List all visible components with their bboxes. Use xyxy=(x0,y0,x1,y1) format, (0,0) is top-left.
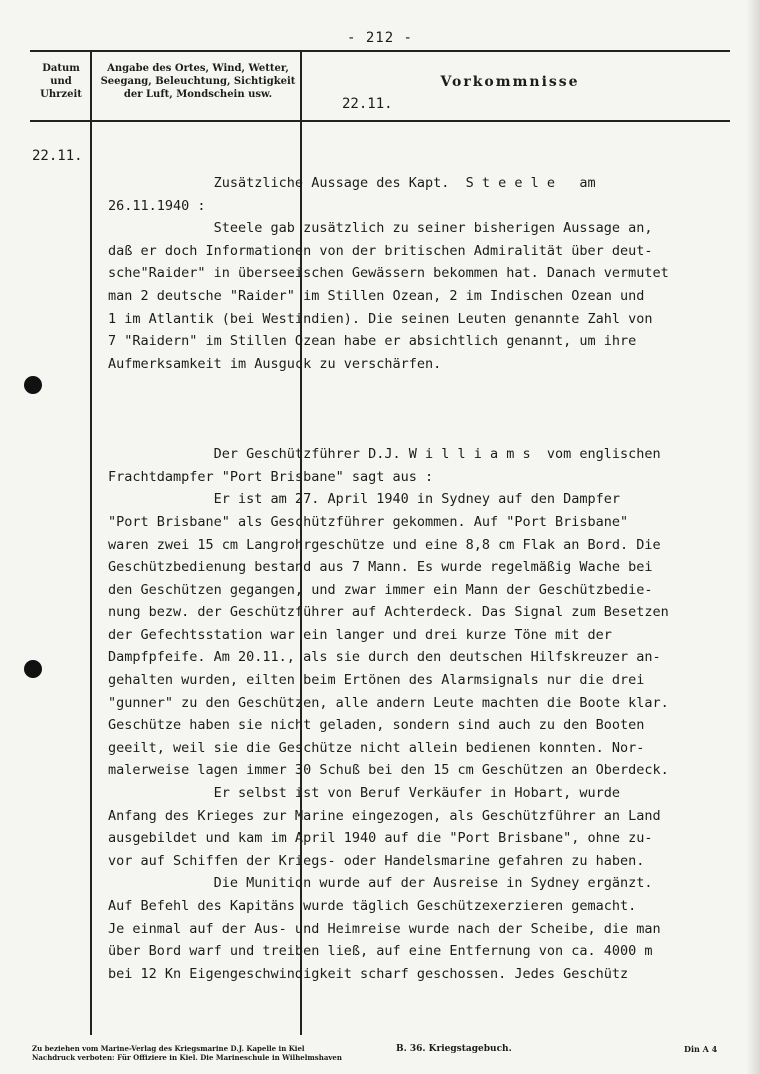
text-line: den Geschützen gegangen, und zwar immer ein Mann der Geschützbedie- xyxy=(108,581,653,598)
text-line: "gunner" zu den Geschützen, alle andern Leute machten die Boote klar. xyxy=(108,694,669,711)
footer-imprint xyxy=(32,1044,372,1062)
text-line xyxy=(108,375,748,398)
header-date-line: und xyxy=(50,76,72,87)
header-date-column xyxy=(32,62,90,101)
text-line xyxy=(108,421,748,444)
text-line: nung bezw. der Geschützführer auf Achterdeck. Das Signal zum Besetzen xyxy=(108,604,669,621)
header-place-column xyxy=(96,62,300,101)
text-line: Frachtdampfer "Port Brisbane" sagt aus : xyxy=(108,468,434,485)
margin-date: 22.11. xyxy=(32,148,83,164)
text-line: geeilt, weil sie die Geschütze nicht allein bedienen konnten. Nor- xyxy=(108,739,645,756)
text-line: "Port Brisbane" als Geschützführer gekommen. Auf "Port Brisbane" xyxy=(108,513,629,530)
page-number: - 212 - xyxy=(346,30,413,46)
text-line: über Bord warf und treiben ließ, auf eine Entfernung von ca. 4000 m xyxy=(108,943,653,960)
log-entry-text xyxy=(108,172,748,985)
header-events-column: Vorkommnisse xyxy=(440,74,580,90)
text-line: malerweise lagen immer 30 Schuß bei den 15 cm Geschützen an Oberdeck. xyxy=(108,762,669,779)
text-line: Die Munition wurde auf der Ausreise in Sydney ergänzt. xyxy=(108,875,653,892)
text-line: Geschütze haben sie nicht geladen, sondern sind auch zu den Booten xyxy=(108,717,645,734)
text-line: sche"Raider" in überseeischen Gewässern bekommen hat. Danach vermutet xyxy=(108,265,669,282)
column-divider-date xyxy=(90,50,92,1035)
footer-imprint-line: Nachdruck verboten: Für Offiziere in Kiel. Die Marineschule in Wilhelmshaven xyxy=(32,1053,342,1062)
text-line: Er ist am 27. April 1940 in Sydney auf den Dampfer xyxy=(108,491,621,508)
header-place-line: Seegang, Beleuchtung, Sichtigkeit xyxy=(100,76,296,87)
text-line: Zusätzliche Aussage des Kapt. S t e e l e am xyxy=(108,175,596,191)
punch-hole xyxy=(24,376,42,394)
text-line: gehalten wurden, eilten beim Ertönen des Alarmsignals nur die drei xyxy=(108,672,645,689)
text-line: bei 12 Kn Eigengeschwindigkeit scharf geschossen. Jedes Geschütz xyxy=(108,965,629,982)
text-line: der Gefechtsstation war ein langer und drei kurze Töne mit der xyxy=(108,626,612,643)
text-line: Anfang des Krieges zur Marine eingezogen, als Geschützführer an Land xyxy=(108,807,661,824)
text-line: Geschützbedienung bestand aus 7 Mann. Es wurde regelmäßig Wache bei xyxy=(108,559,653,576)
text-line: ausgebildet und kam im April 1940 auf die "Port Brisbane", ohne zu- xyxy=(108,830,653,847)
text-line: Steele gab zusätzlich zu seiner bisherigen Aussage an, xyxy=(108,220,653,237)
text-line: man 2 deutsche "Raider" im Stillen Ozean, 2 im Indischen Ozean und xyxy=(108,287,645,304)
footer-imprint-line: Zu beziehen vom Marine-Verlag des Kriegsmarine D.J. Kapelle in Kiel xyxy=(32,1044,305,1053)
text-line: 26.11.1940 : xyxy=(108,197,206,214)
header-date-line: Datum xyxy=(42,63,80,74)
text-line: Der Geschützführer D.J. W i l l i a m s vom englischen xyxy=(108,446,661,463)
header-date-line: Uhrzeit xyxy=(40,89,82,100)
footer-paper-size: Din A 4 xyxy=(684,1044,718,1054)
header-bottom-rule xyxy=(30,120,730,122)
header-place-line: der Luft, Mondschein usw. xyxy=(123,89,273,100)
punch-hole xyxy=(24,660,42,678)
footer-form-number: B. 36. Kriegstagebuch. xyxy=(396,1044,512,1054)
text-line xyxy=(108,398,748,421)
text-line: Aufmerksamkeit im Ausguck zu verschärfen. xyxy=(108,355,442,372)
text-line: vor auf Schiffen der Kriegs- oder Handelsmarine gefahren zu haben. xyxy=(108,852,645,869)
text-line: Dampfpfeife. Am 20.11., als sie durch den deutschen Hilfskreuzer an- xyxy=(108,649,661,666)
text-line: Je einmal auf der Aus- und Heimreise wurde nach der Scheibe, die man xyxy=(108,920,661,937)
text-line: daß er doch Informationen von der britischen Admiralität über deut- xyxy=(108,242,653,259)
header-date-value: 22.11. xyxy=(342,96,393,112)
text-line: 1 im Atlantik (bei Westindien). Die seinen Leuten genannte Zahl von xyxy=(108,310,653,327)
text-line: Er selbst ist von Beruf Verkäufer in Hobart, wurde xyxy=(108,785,621,802)
page-edge-shadow xyxy=(746,0,760,1074)
text-line: Auf Befehl des Kapitäns wurde täglich Geschützexerzieren gemacht. xyxy=(108,898,637,914)
text-line: 7 "Raidern" im Stillen Ozean habe er absichtlich genannt, um ihre xyxy=(108,333,637,350)
header-top-rule xyxy=(30,50,730,52)
header-place-line: Angabe des Ortes, Wind, Wetter, xyxy=(107,63,289,74)
text-line: waren zwei 15 cm Langrohrgeschütze und eine 8,8 cm Flak an Bord. Die xyxy=(108,536,661,553)
